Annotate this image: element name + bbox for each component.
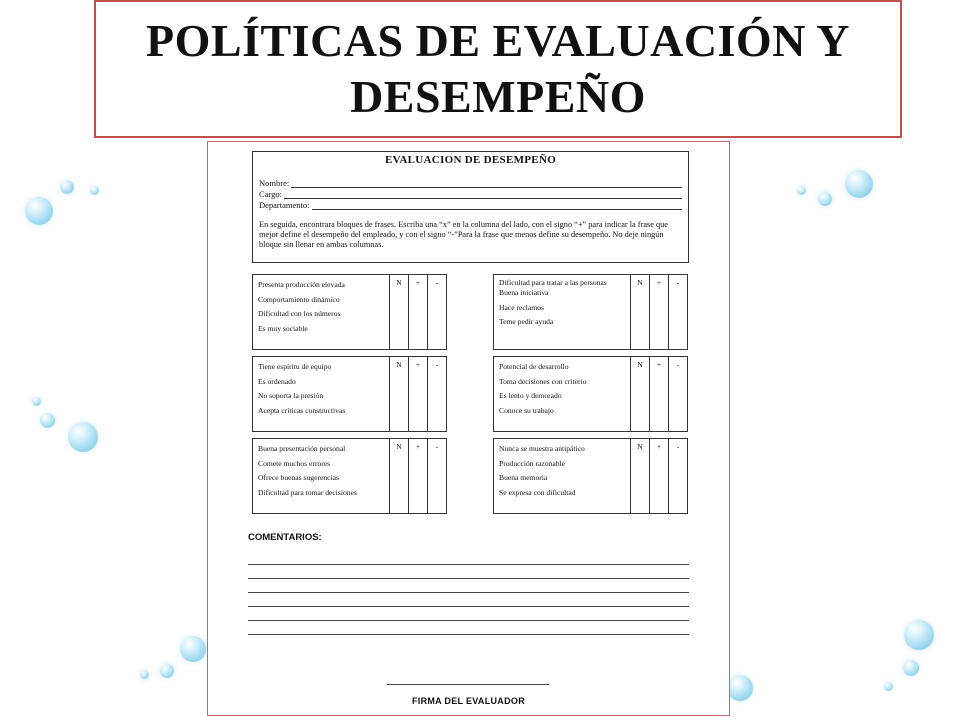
phrase: Buena memoria — [499, 473, 548, 482]
column-minus[interactable]: - — [668, 357, 687, 431]
slide-title: POLÍTICAS DE EVALUACIÓN Y DESEMPEÑO — [146, 15, 850, 122]
phrase: Es muy sociable — [258, 323, 308, 333]
phrase: Acepta críticas constructivas — [258, 405, 346, 415]
phrase: Se expresa con dificultad — [499, 487, 576, 497]
field-departamento — [259, 200, 682, 210]
bubble-decoration — [884, 682, 893, 691]
bubble-decoration — [160, 664, 174, 678]
column-plus[interactable]: + — [408, 439, 427, 513]
phrase: Buena presentación personal — [258, 444, 346, 453]
signature-line[interactable] — [387, 684, 549, 685]
phrase-block-3 — [252, 356, 447, 432]
bubble-decoration — [903, 660, 919, 676]
column-minus[interactable]: - — [427, 357, 446, 431]
phrase: Hace reclamos — [499, 302, 544, 312]
signature-label: FIRMA DEL EVALUADOR — [411, 696, 526, 706]
field-label: Cargo: — [259, 189, 282, 199]
column-minus[interactable]: - — [668, 439, 687, 513]
comment-line[interactable] — [248, 564, 689, 565]
comment-line[interactable] — [248, 592, 689, 593]
bubble-decoration — [140, 670, 149, 679]
comment-line[interactable] — [248, 620, 689, 621]
column-n[interactable]: N — [630, 275, 649, 349]
phrase: Buena iniciativa — [499, 288, 549, 297]
bubble-decoration — [60, 180, 74, 194]
field-label: Departamento: — [259, 200, 310, 210]
phrase-block-6 — [493, 438, 688, 514]
phrase: Potencial de desarrollo — [499, 362, 569, 371]
field-label: Nombre: — [259, 178, 290, 188]
evaluation-form-document — [207, 141, 730, 716]
phrase: Comportamiento dinámico — [258, 294, 340, 304]
column-plus[interactable]: + — [649, 357, 668, 431]
phrase: Nunca se muestra antipático — [499, 444, 585, 453]
column-plus[interactable]: + — [649, 439, 668, 513]
comment-line[interactable] — [248, 634, 689, 635]
column-plus[interactable]: + — [408, 275, 427, 349]
column-minus[interactable]: - — [427, 439, 446, 513]
phrase: Toma decisiones con criterio — [499, 376, 587, 386]
phrase: Dificultad para tomar decisiones — [258, 487, 357, 497]
phrase: Es ordenado — [258, 376, 296, 386]
column-minus[interactable]: - — [427, 275, 446, 349]
column-n[interactable]: N — [630, 439, 649, 513]
comment-line[interactable] — [248, 606, 689, 607]
phrase: Es lento y demorado — [499, 391, 562, 400]
bubble-decoration — [40, 413, 55, 428]
phrase-block-2 — [493, 274, 688, 350]
column-minus[interactable]: - — [668, 275, 687, 349]
bubble-decoration — [32, 397, 41, 406]
comment-line[interactable] — [248, 578, 689, 579]
bubble-decoration — [727, 675, 753, 701]
bubble-decoration — [90, 186, 99, 195]
column-n[interactable]: N — [389, 439, 408, 513]
slide-title-box — [94, 0, 902, 138]
bubble-decoration — [25, 197, 53, 225]
phrase-block-5 — [252, 438, 447, 514]
phrase: Ofrece buenas sugerencias — [258, 473, 339, 482]
phrase-block-4 — [493, 356, 688, 432]
form-title: EVALUACION DE DESEMPEÑO — [384, 154, 557, 166]
bubble-decoration — [797, 186, 806, 195]
bubble-decoration — [904, 620, 934, 650]
bubble-decoration — [818, 192, 832, 206]
field-cargo — [259, 189, 682, 199]
field-nombre — [259, 178, 682, 188]
comments-label: COMENTARIOS: — [248, 532, 322, 543]
bubble-decoration — [845, 170, 873, 198]
phrase: Tiene espíritu de equipo — [258, 362, 332, 371]
phrase: Comete muchos errores — [258, 458, 331, 468]
phrase-block-1 — [252, 274, 447, 350]
column-n[interactable]: N — [389, 357, 408, 431]
column-n[interactable]: N — [389, 275, 408, 349]
column-plus[interactable]: + — [408, 357, 427, 431]
column-plus[interactable]: + — [649, 275, 668, 349]
column-n[interactable]: N — [630, 357, 649, 431]
bubble-decoration — [180, 636, 206, 662]
form-instructions: En seguida, encontrara bloques de frases. Escriba una “x” en la columna del lado, con el signo “+” para indicar la frase que mejor define el desempeño del empleado, y con el signo “-”Para la frase que menos define su desempeño. No deje ningún bloque sin llenar en ambas columnas. — [259, 220, 668, 249]
phrase: Teme pedir ayuda — [499, 317, 554, 326]
phrase: Conoce su trabajo — [499, 405, 554, 415]
phrase: Producción razonable — [499, 458, 565, 468]
phrase: Dificultad con los números — [258, 309, 341, 318]
phrase: Dificultad para tratar a las personas — [499, 278, 607, 287]
bubble-decoration — [68, 422, 98, 452]
phrase: Presenta producción elevada — [258, 280, 345, 289]
phrase: No soporta la presión — [258, 391, 324, 400]
form-header-box — [252, 151, 689, 263]
